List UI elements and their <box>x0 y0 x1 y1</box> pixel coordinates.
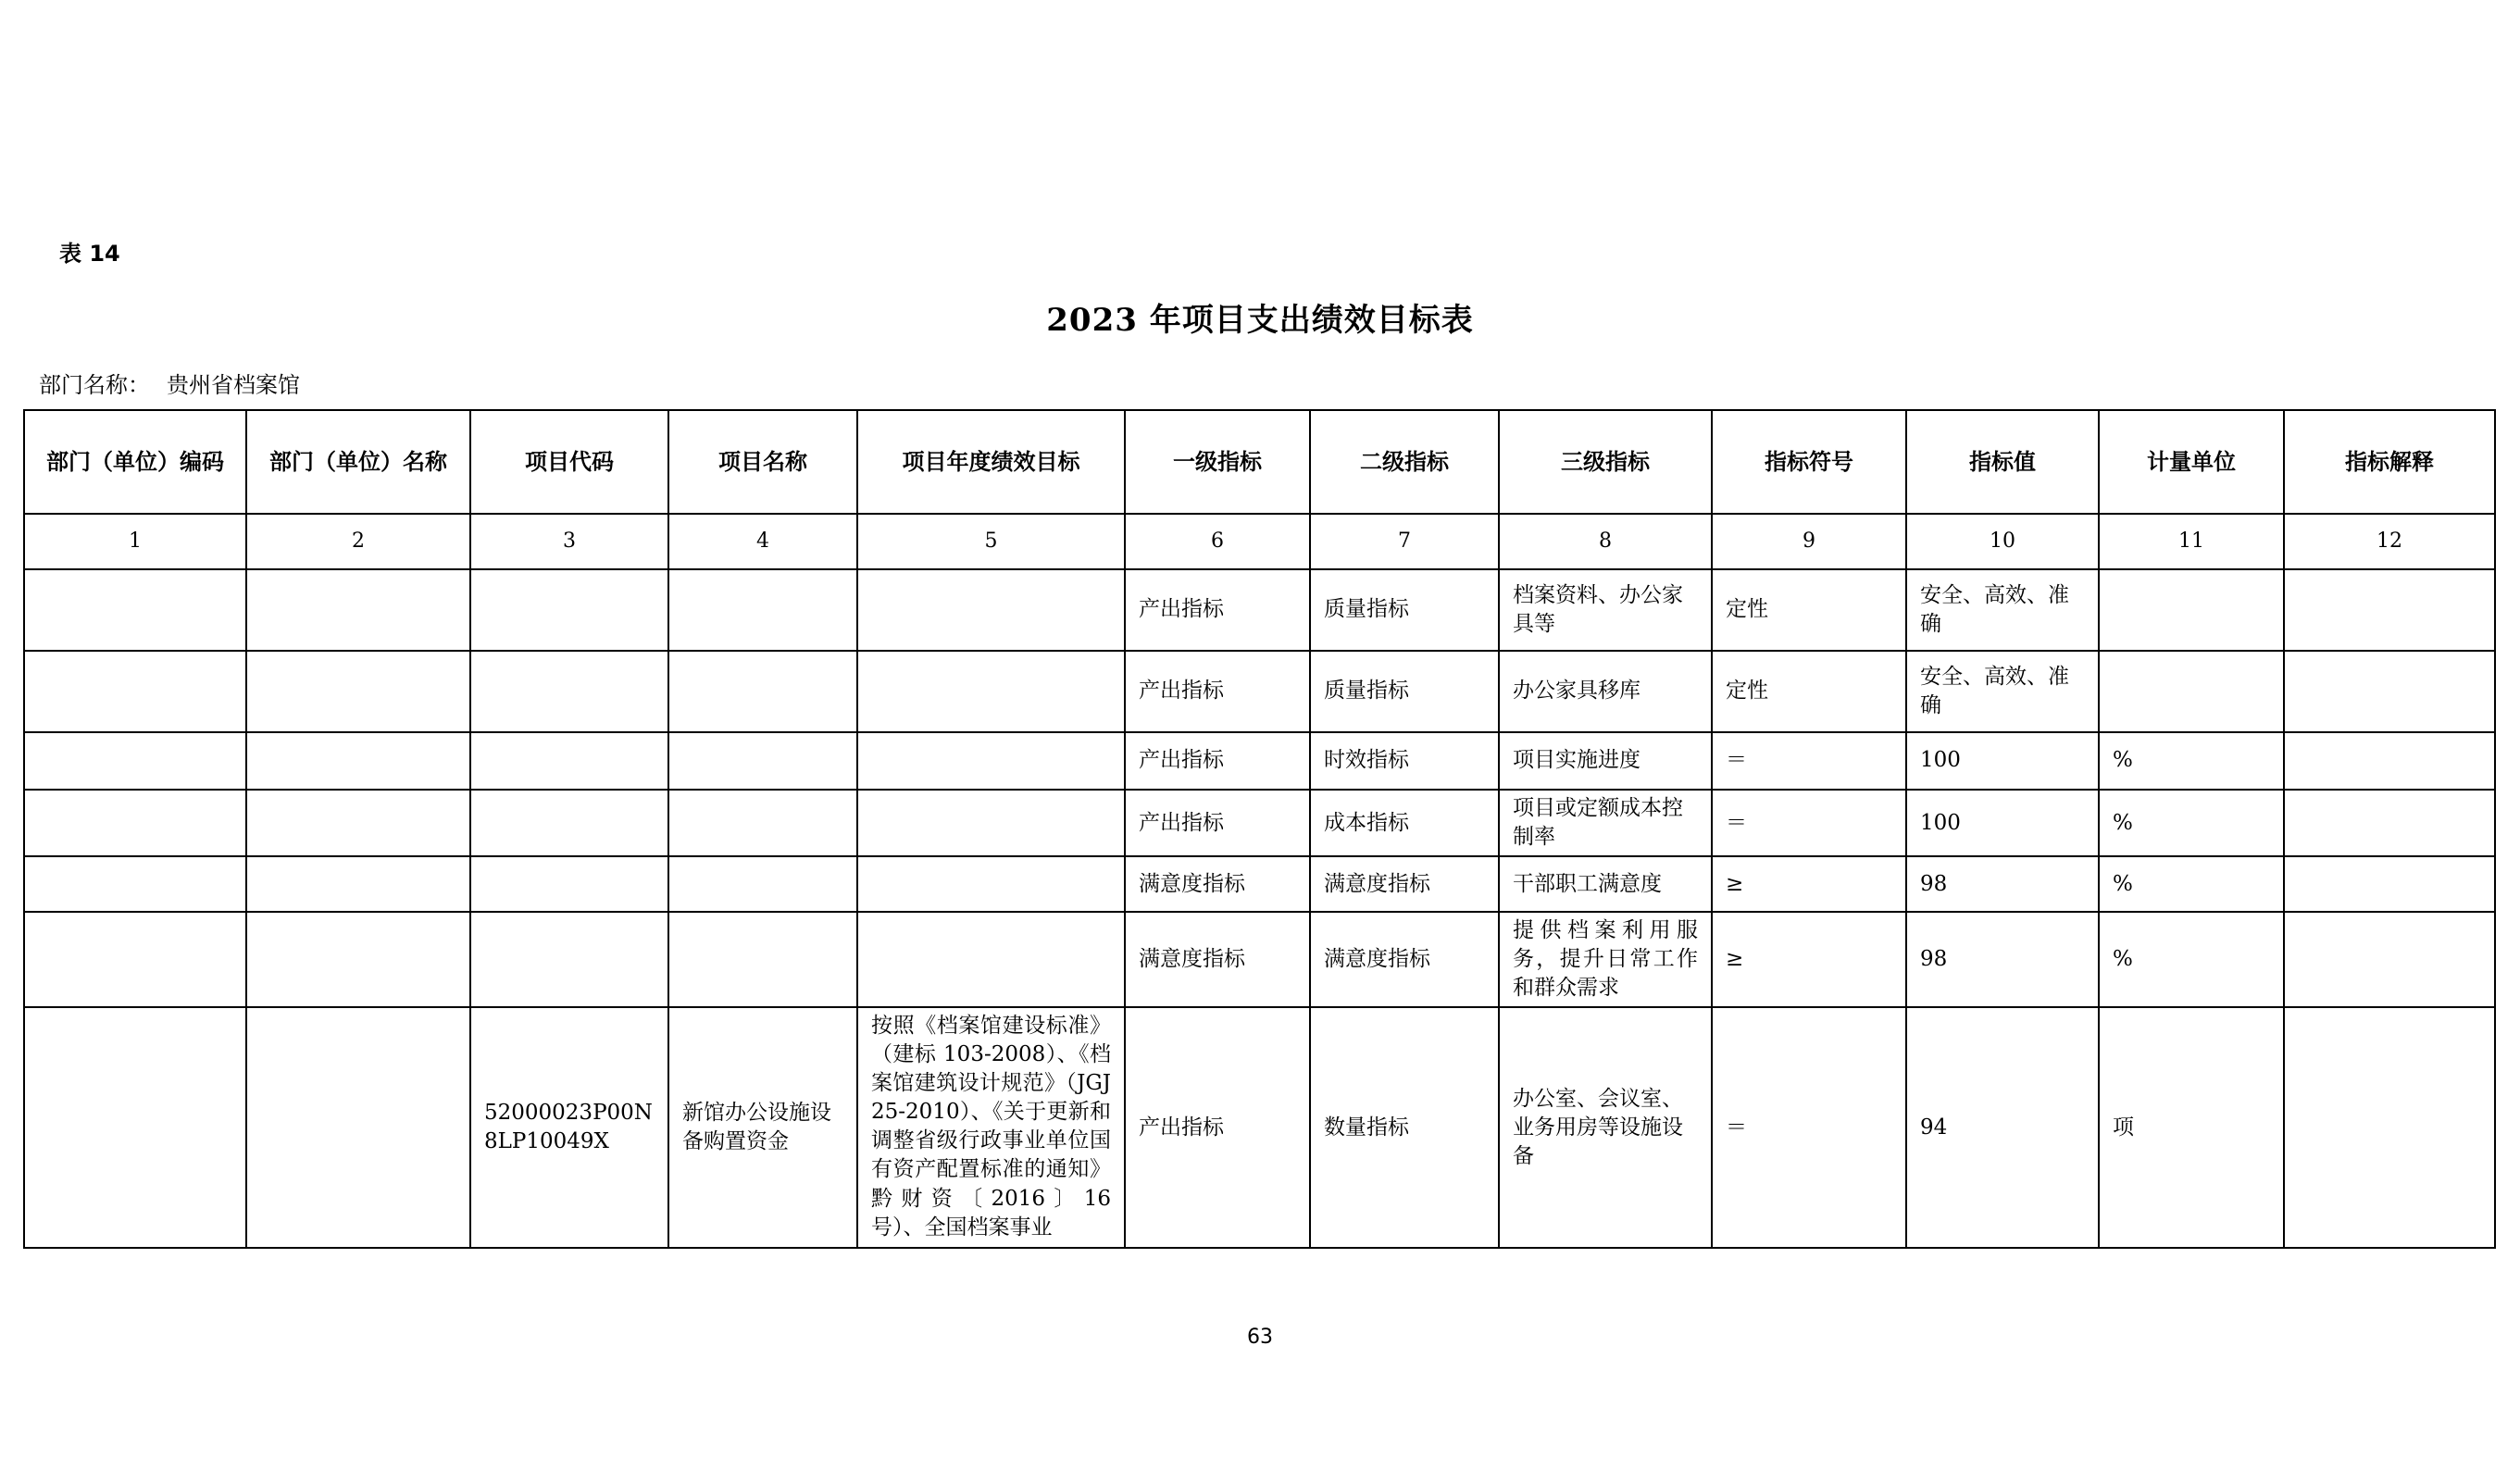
header-cell: 项目代码 <box>470 410 668 514</box>
column-number: 10 <box>1906 514 2099 569</box>
cell-annual-goal <box>857 651 1125 732</box>
cell-explanation <box>2284 732 2495 790</box>
cell-unit: % <box>2099 790 2284 856</box>
header-cell: 二级指标 <box>1310 410 1499 514</box>
cell-project-name <box>668 790 857 856</box>
cell-level2: 质量指标 <box>1310 651 1499 732</box>
department-label: 部门名称： <box>39 372 150 398</box>
cell-explanation <box>2284 1007 2495 1248</box>
cell-level2: 质量指标 <box>1310 569 1499 651</box>
table-row <box>24 651 2495 732</box>
cell-unit <box>2099 569 2284 651</box>
header-cell: 指标值 <box>1906 410 2099 514</box>
department-value: 贵州省档案馆 <box>167 372 300 398</box>
cell-value: 100 <box>1906 732 2099 790</box>
cell-dept-name <box>246 912 470 1007</box>
cell-level1: 产出指标 <box>1125 732 1310 790</box>
column-number: 12 <box>2284 514 2495 569</box>
cell-value: 安全、高效、准确 <box>1906 651 2099 732</box>
cell-project-code <box>470 790 668 856</box>
table-row <box>24 912 2495 1007</box>
column-number: 6 <box>1125 514 1310 569</box>
cell-level3: 提供档案利用服务，提升日常工作和群众需求 <box>1499 912 1712 1007</box>
column-number: 11 <box>2099 514 2284 569</box>
cell-symbol: ≥ <box>1712 856 1906 912</box>
cell-project-name <box>668 856 857 912</box>
cell-explanation <box>2284 912 2495 1007</box>
header-cell: 计量单位 <box>2099 410 2284 514</box>
cell-level3: 项目实施进度 <box>1499 732 1712 790</box>
cell-level2: 时效指标 <box>1310 732 1499 790</box>
table-row <box>24 790 2495 856</box>
cell-project-name <box>668 912 857 1007</box>
cell-level2: 数量指标 <box>1310 1007 1499 1248</box>
cell-level1: 产出指标 <box>1125 790 1310 856</box>
table-row <box>24 569 2495 651</box>
cell-unit: % <box>2099 732 2284 790</box>
cell-level3: 干部职工满意度 <box>1499 856 1712 912</box>
header-cell: 一级指标 <box>1125 410 1310 514</box>
cell-annual-goal <box>857 569 1125 651</box>
cell-annual-goal <box>857 856 1125 912</box>
column-number: 9 <box>1712 514 1906 569</box>
cell-explanation <box>2284 856 2495 912</box>
cell-level3: 档案资料、办公家具等 <box>1499 569 1712 651</box>
department-line <box>39 367 300 399</box>
cell-level3: 项目或定额成本控制率 <box>1499 790 1712 856</box>
cell-symbol: ＝ <box>1712 790 1906 856</box>
cell-dept-code <box>24 790 246 856</box>
table-row <box>24 1007 2495 1248</box>
table-row <box>24 732 2495 790</box>
cell-dept-code <box>24 1007 246 1248</box>
cell-dept-name <box>246 790 470 856</box>
header-row <box>24 410 2495 514</box>
cell-level1: 产出指标 <box>1125 1007 1310 1248</box>
page-number: 63 <box>1247 1326 1273 1349</box>
header-cell: 项目名称 <box>668 410 857 514</box>
cell-value: 98 <box>1906 912 2099 1007</box>
cell-annual-goal <box>857 732 1125 790</box>
header-cell: 指标解释 <box>2284 410 2495 514</box>
cell-level2: 成本指标 <box>1310 790 1499 856</box>
cell-explanation <box>2284 790 2495 856</box>
cell-level3: 办公室、会议室、业务用房等设施设备 <box>1499 1007 1712 1248</box>
cell-project-name <box>668 569 857 651</box>
column-number: 2 <box>246 514 470 569</box>
cell-level2: 满意度指标 <box>1310 856 1499 912</box>
cell-project-name: 新馆办公设施设备购置资金 <box>668 1007 857 1248</box>
cell-project-name <box>668 651 857 732</box>
cell-dept-name <box>246 569 470 651</box>
cell-dept-name <box>246 651 470 732</box>
cell-level1: 产出指标 <box>1125 651 1310 732</box>
document-title: 2023 年项目支出绩效目标表 <box>1046 302 1474 339</box>
column-number: 5 <box>857 514 1125 569</box>
cell-level1: 满意度指标 <box>1125 912 1310 1007</box>
cell-value: 安全、高效、准确 <box>1906 569 2099 651</box>
annual-goal-text: 按照《档案馆建设标准》（建标 103-2008）、《档案馆建筑设计规范》（JGJ25-2010）、《关于更新和调整省级行政事业单位国有资产配置标准的通知》黔财资〔2016〕16 号）、全国档案事业 <box>871 1014 1111 1240</box>
cell-project-code <box>470 651 668 732</box>
cell-project-code <box>470 569 668 651</box>
cell-project-code <box>470 912 668 1007</box>
cell-value: 98 <box>1906 856 2099 912</box>
cell-level3: 办公家具移库 <box>1499 651 1712 732</box>
column-number: 3 <box>470 514 668 569</box>
column-number: 4 <box>668 514 857 569</box>
table-row <box>24 856 2495 912</box>
cell-annual-goal <box>857 912 1125 1007</box>
header-cell: 部门（单位）名称 <box>246 410 470 514</box>
cell-symbol: ＝ <box>1712 732 1906 790</box>
table-label: 表 14 <box>59 241 120 267</box>
cell-dept-name <box>246 1007 470 1248</box>
cell-level1: 满意度指标 <box>1125 856 1310 912</box>
cell-unit: 项 <box>2099 1007 2284 1248</box>
column-number-row <box>24 514 2495 569</box>
cell-dept-code <box>24 569 246 651</box>
column-number: 7 <box>1310 514 1499 569</box>
cell-symbol: ＝ <box>1712 1007 1906 1248</box>
header-cell: 三级指标 <box>1499 410 1712 514</box>
cell-dept-code <box>24 912 246 1007</box>
performance-target-table <box>23 409 2496 1249</box>
header-cell: 部门（单位）编码 <box>24 410 246 514</box>
cell-project-code <box>470 856 668 912</box>
cell-symbol: 定性 <box>1712 651 1906 732</box>
cell-project-code <box>470 732 668 790</box>
column-number: 8 <box>1499 514 1712 569</box>
cell-explanation <box>2284 651 2495 732</box>
cell-dept-name <box>246 732 470 790</box>
cell-project-name <box>668 732 857 790</box>
cell-symbol: 定性 <box>1712 569 1906 651</box>
cell-dept-name <box>246 856 470 912</box>
cell-unit: % <box>2099 912 2284 1007</box>
cell-unit <box>2099 651 2284 732</box>
cell-level2: 满意度指标 <box>1310 912 1499 1007</box>
header-cell: 项目年度绩效目标 <box>857 410 1125 514</box>
cell-level1: 产出指标 <box>1125 569 1310 651</box>
cell-project-code: 52000023P00N8LP10049X <box>470 1007 668 1248</box>
cell-symbol: ≥ <box>1712 912 1906 1007</box>
cell-unit: % <box>2099 856 2284 912</box>
column-number: 1 <box>24 514 246 569</box>
cell-annual-goal <box>857 790 1125 856</box>
cell-dept-code <box>24 651 246 732</box>
cell-annual-goal <box>857 1007 1125 1248</box>
cell-explanation <box>2284 569 2495 651</box>
header-cell: 指标符号 <box>1712 410 1906 514</box>
cell-value: 100 <box>1906 790 2099 856</box>
cell-dept-code <box>24 732 246 790</box>
cell-value: 94 <box>1906 1007 2099 1248</box>
cell-dept-code <box>24 856 246 912</box>
